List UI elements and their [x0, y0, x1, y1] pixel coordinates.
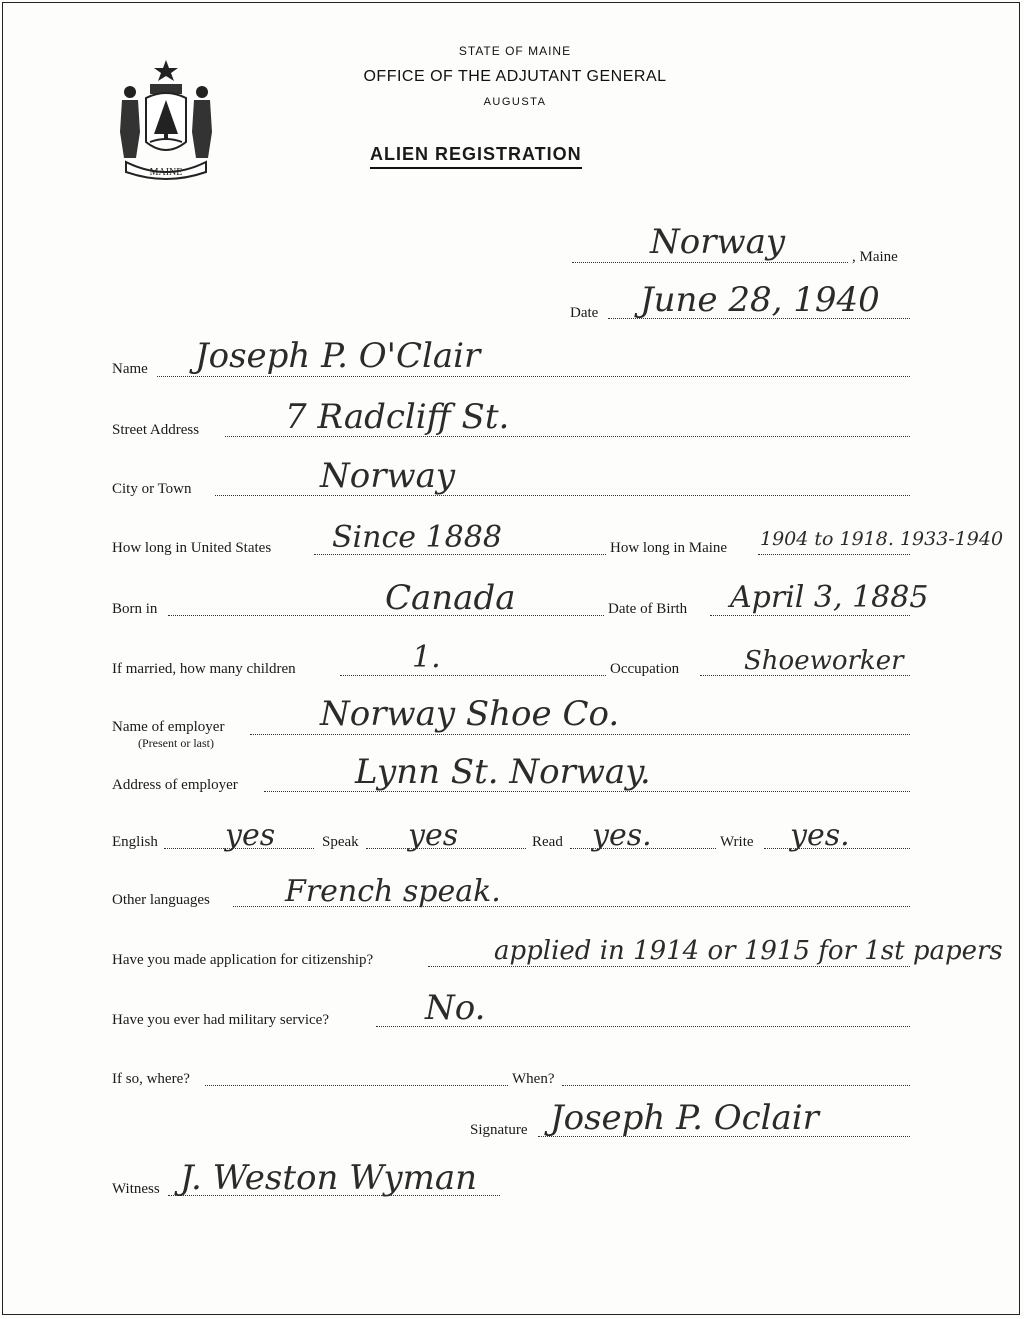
header-state: STATE OF MAINE [458, 44, 572, 58]
employer-address-value: Lynn St. Norway. [355, 752, 651, 792]
town-line [572, 262, 848, 263]
children-value: 1. [412, 640, 441, 675]
employer-address-label: Address of employer [112, 777, 238, 793]
name-label: Name [112, 361, 148, 377]
dob-value: April 3, 1885 [730, 580, 929, 615]
employer-line [250, 734, 910, 735]
maine-label: , Maine [852, 249, 898, 265]
street-label: Street Address [112, 422, 200, 438]
where-label: If so, where? [112, 1071, 190, 1087]
city-value: Norway [320, 456, 456, 496]
children-label: If married, how many children [112, 661, 296, 677]
signature-value: Joseph P. Oclair [550, 1098, 819, 1138]
employer-label: Name of employer [112, 719, 225, 735]
employer-note: (Present or last) [138, 736, 214, 750]
dob-line [710, 615, 910, 616]
how-long-us-value: Since 1888 [332, 520, 502, 555]
city-label: City or Town [112, 481, 192, 497]
header-city: AUGUSTA [483, 96, 547, 108]
citizenship-line [428, 966, 910, 967]
witness-value: J. Weston Wyman [180, 1158, 478, 1198]
where-line [205, 1085, 508, 1086]
citizenship-value: applied in 1914 or 1915 for 1st papers [494, 936, 1003, 966]
military-label: Have you ever had military service? [112, 1012, 329, 1028]
when-label: When? [512, 1071, 555, 1087]
citizenship-label: Have you made application for citizenship? [112, 952, 374, 968]
signature-label: Signature [470, 1122, 528, 1138]
occupation-label: Occupation [610, 661, 680, 677]
other-languages-label: Other languages [112, 892, 210, 908]
speak-value: yes [408, 818, 459, 853]
write-value: yes. [790, 818, 850, 853]
date-value: June 28, 1940 [640, 280, 880, 320]
svg-text:MAINE: MAINE [149, 167, 183, 178]
read-value: yes. [592, 818, 652, 853]
english-label: English [112, 834, 158, 850]
form-title: ALIEN REGISTRATION [370, 144, 582, 169]
read-label: Read [532, 834, 563, 850]
date-label: Date [570, 305, 599, 321]
when-line [562, 1085, 910, 1086]
name-line [157, 376, 910, 377]
street-value: 7 Radcliff St. [285, 397, 510, 437]
write-label: Write [720, 834, 754, 850]
dob-label: Date of Birth [608, 601, 688, 617]
how-long-us-label: How long in United States [112, 540, 272, 556]
children-line [340, 675, 606, 676]
born-in-label: Born in [112, 601, 158, 617]
name-value: Joseph P. O'Clair [195, 336, 481, 376]
occupation-value: Shoeworker [744, 646, 904, 676]
employer-value: Norway Shoe Co. [320, 694, 620, 734]
state-seal-emblem [112, 58, 220, 186]
header-office: OFFICE OF THE ADJUTANT GENERAL [363, 68, 667, 85]
how-long-maine-line [758, 554, 910, 555]
english-value: yes [225, 818, 276, 853]
speak-label: Speak [322, 834, 359, 850]
military-value: No. [425, 988, 486, 1028]
town-value: Norway [650, 222, 786, 262]
witness-label: Witness [112, 1181, 160, 1197]
how-long-maine-label: How long in Maine [610, 540, 728, 556]
how-long-maine-value: 1904 to 1918. 1933-1940 [760, 528, 1004, 550]
other-languages-value: French speak. [285, 874, 501, 909]
born-in-value: Canada [385, 578, 516, 618]
